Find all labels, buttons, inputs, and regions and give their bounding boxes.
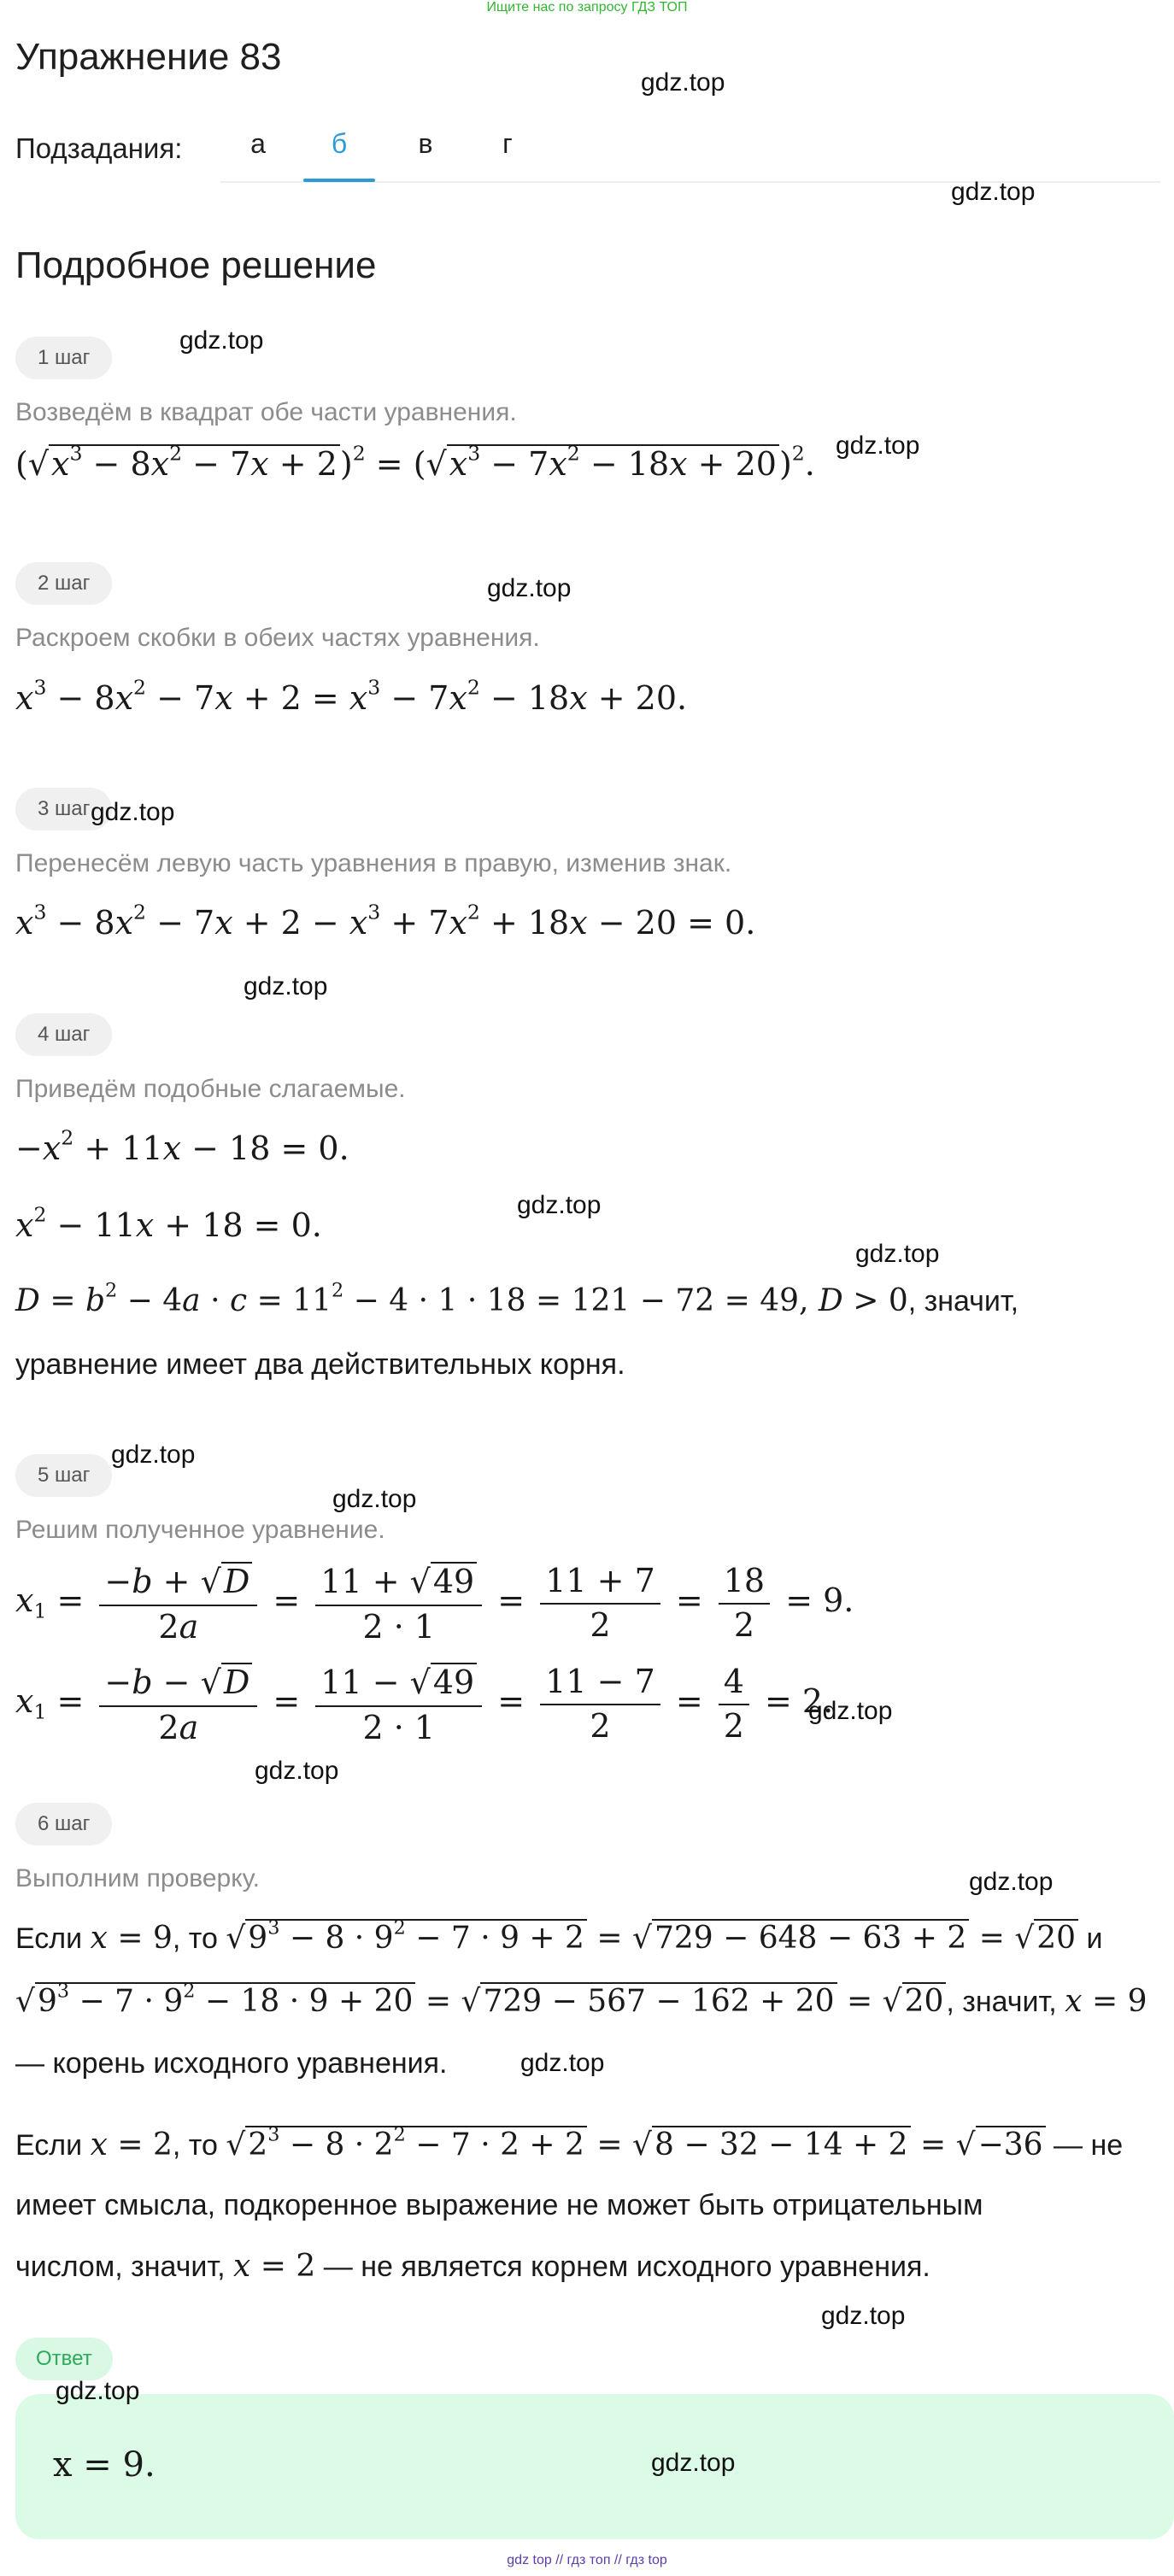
- top-banner[interactable]: Ищите нас по запросу ГДЗ ТОП: [486, 0, 688, 15]
- step-badge: 6 шаг: [15, 1803, 112, 1845]
- watermark: gdz.top: [855, 1240, 940, 1268]
- watermark: gdz.top: [651, 2449, 736, 2477]
- footer-links[interactable]: gdz top // гдз топ // гдз top: [507, 2553, 667, 2567]
- step-text: — корень исходного уравнения.: [15, 2047, 448, 2080]
- step-badge: 3 шаг: [15, 788, 112, 830]
- formula: $x^3 - 8x^2 - 7x + 2 = x^3 - 7x^2 - 18x + 20$.: [15, 675, 688, 717]
- watermark: gdz.top: [517, 1191, 602, 1219]
- step-description: Приведём подобные слагаемые.: [15, 1075, 406, 1103]
- step-text: имеет смысла, подкоренное выражение не может быть отрицательным: [15, 2189, 983, 2221]
- check-line: Если x = 2, то $√2^3 - 8 \cdot 2^2 - 7 \cdot 2 + 2 = √8 - 32 - 14 + 2 = √-36$ — не: [15, 2123, 1124, 2162]
- step-description: Перенесём левую часть уравнения в правую, изменив знак.: [15, 849, 732, 877]
- watermark: gdz.top: [808, 1697, 893, 1725]
- step-badge: 5 шаг: [15, 1454, 112, 1497]
- watermark: gdz.top: [179, 326, 264, 355]
- step-badge: 2 шаг: [15, 562, 112, 605]
- watermark: gdz.top: [951, 178, 1036, 206]
- watermark: gdz.top: [244, 972, 328, 1000]
- check-line: числом, значит, x = 2 — не является корнем исходного уравнения.: [15, 2249, 930, 2284]
- step-description: Решим полученное уравнение.: [15, 1516, 385, 1544]
- watermark: gdz.top: [91, 798, 175, 826]
- step-description: Выполним проверку.: [15, 1864, 261, 1892]
- watermark: gdz.top: [111, 1441, 196, 1469]
- active-tab-indicator: [303, 179, 375, 182]
- step-badge: 4 шаг: [15, 1013, 112, 1056]
- step-badge: 1 шаг: [15, 337, 112, 379]
- watermark: gdz.top: [332, 1485, 417, 1513]
- check-line: $√9^3 - 7 \cdot 9^2 - 18 \cdot 9 + 20 = √729 - 567 - 162 + 20 = √20$, значит, x = 9: [15, 1980, 1148, 2019]
- answer-badge: Ответ: [15, 2338, 113, 2380]
- section-title: Подробное решение: [15, 244, 377, 286]
- formula: $x_1$ = $\frac{-b - √D}{2a}$ = $\frac{11 - √49}{2 \cdot 1}$ = $\frac{11 - 7}{2}$ = $\frac{4}{2}$ = 2.: [15, 1662, 834, 1746]
- watermark: gdz.top: [821, 2302, 906, 2330]
- tab-a[interactable]: а: [250, 128, 266, 159]
- tab-b[interactable]: б: [331, 128, 348, 159]
- formula: $x^3 - 8x^2 - 7x + 2 - x^3 + 7x^2 + 18x - 20 = 0$.: [15, 900, 756, 942]
- answer-value: x = 9.: [53, 2445, 156, 2485]
- check-line: Если x = 9, то $√9^3 - 8 \cdot 9^2 - 7 \cdot 9 + 2 = √729 - 648 - 63 + 2 = √20$ и: [15, 1916, 1103, 1956]
- watermark: gdz.top: [969, 1868, 1054, 1896]
- tab-v[interactable]: в: [418, 128, 433, 159]
- watermark: gdz.top: [255, 1757, 339, 1785]
- subtasks-label: Подзадания:: [15, 132, 183, 164]
- discriminant-line: $D = b^2 - 4a \cdot c = 11^2 - 4 \cdot 1 \cdot 18 = 121 - 72 = 49$, D > 0, значит,: [15, 1279, 1019, 1318]
- step-description: Раскроем скобки в обеих частях уравнения.: [15, 624, 540, 652]
- formula: $x^2 - 11x + 18 = 0$.: [15, 1202, 322, 1244]
- formula: $x_1$ = $\frac{-b + √D}{2a}$ = $\frac{11 + √49}{2 \cdot 1}$ = $\frac{11 + 7}{2}$ = $\frac{18}{2}$ = 9.: [15, 1561, 854, 1646]
- step-description: Возведём в квадрат обе части уравнения.: [15, 398, 517, 426]
- formula: $-x^2 + 11x - 18 = 0$.: [15, 1125, 349, 1167]
- page-title: Упражнение 83: [15, 36, 282, 78]
- watermark: gdz.top: [836, 431, 920, 460]
- tab-g[interactable]: г: [502, 128, 513, 159]
- watermark: gdz.top: [641, 68, 725, 97]
- watermark: gdz.top: [487, 574, 572, 602]
- formula: $(√x^3 - 8x^2 - 7x + 2)^2 = (√x^3 - 7x^2 - 18x + 20)^2$.: [15, 441, 815, 483]
- step-text: уравнение имеет два действительных корня.: [15, 1348, 625, 1381]
- answer-box: [15, 2394, 1174, 2539]
- watermark: gdz.top: [56, 2377, 140, 2405]
- watermark: gdz.top: [520, 2049, 605, 2077]
